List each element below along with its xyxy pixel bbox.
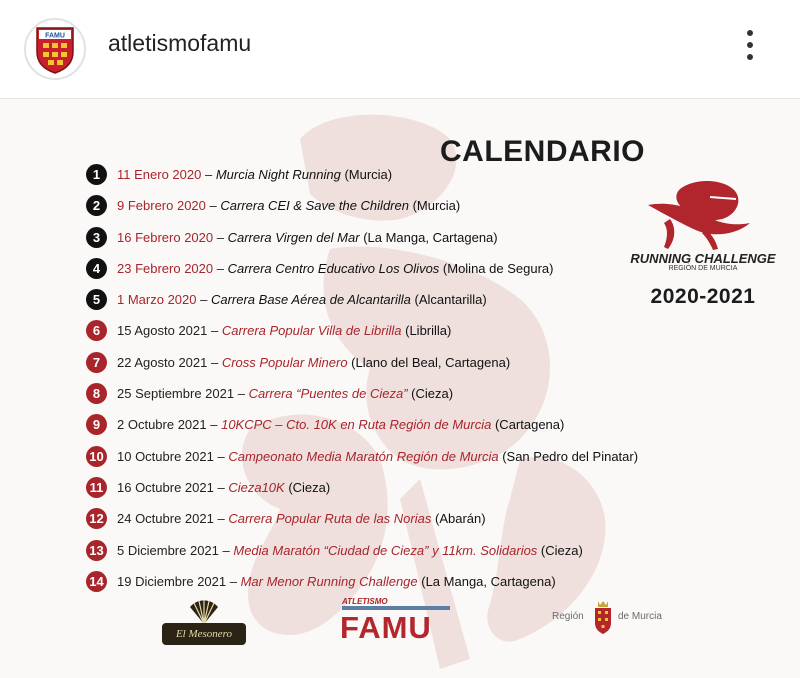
famu-shield-icon <box>34 26 76 74</box>
mesonero-label: El Mesonero <box>162 623 246 645</box>
event-item <box>86 350 736 381</box>
region-murcia-logo <box>552 599 672 649</box>
event-number: 14 <box>86 571 107 592</box>
murcia-crest-icon <box>592 599 614 635</box>
event-text: 5 Diciembre 2021 – Media Maratón “Ciudad de Cieza” y 11km. Solidarios (Cieza) <box>117 542 583 558</box>
event-item <box>86 193 736 224</box>
event-text: 11 Enero 2020 – Murcia Night Running (Murcia) <box>117 167 393 182</box>
event-number: 12 <box>86 508 107 529</box>
event-text: 16 Febrero 2020 – Carrera Virgen del Mar (La Manga, Cartagena) <box>117 229 498 245</box>
event-text: 10 Octubre 2021 – Campeonato Media Maratón Región de Murcia (San Pedro del Pinatar) <box>117 448 639 464</box>
famu-wordmark: FAMU <box>340 610 432 645</box>
event-number: 4 <box>86 258 107 279</box>
brand-region: REGIÓN DE MURCIA <box>668 265 738 272</box>
event-item <box>86 538 736 569</box>
event-item <box>86 444 736 475</box>
event-number: 9 <box>86 414 107 435</box>
region-label: Región <box>552 611 584 622</box>
event-text: 16 Octubre 2021 – Cieza10K (Cieza) <box>117 479 331 495</box>
event-number: 6 <box>86 320 107 341</box>
mesonero-logo <box>162 599 246 647</box>
fan-icon <box>188 599 220 625</box>
event-list <box>86 162 736 600</box>
event-item <box>86 412 736 443</box>
post-image <box>0 99 800 678</box>
sponsor-logos <box>0 589 800 659</box>
event-text: 1 Marzo 2020 – Carrera Base Aérea de Alcantarilla (Alcantarilla) <box>117 292 487 308</box>
event-number: 8 <box>86 383 107 404</box>
event-text: 2 Octubre 2021 – 10KCPC – Cto. 10K en Ruta Región de Murcia (Cartagena) <box>117 417 565 433</box>
event-number: 7 <box>86 352 107 373</box>
event-text: 23 Febrero 2020 – Carrera Centro Educativo Los Olivos (Molina de Segura) <box>117 260 554 276</box>
event-text: 19 Diciembre 2021 – Mar Menor Running Challenge (La Manga, Cartagena) <box>117 573 556 589</box>
brand-name: RUNNING CHALLENGE <box>630 251 776 266</box>
event-item <box>86 162 736 193</box>
event-number: 11 <box>86 477 107 498</box>
event-item <box>86 381 736 412</box>
event-number: 1 <box>86 164 107 185</box>
famu-logo <box>336 597 456 647</box>
calendar-title: CALENDARIO <box>440 135 645 168</box>
event-item <box>86 475 736 506</box>
season-label: 2020-2021 <box>650 285 756 308</box>
username[interactable]: atletismofamu <box>108 30 252 56</box>
famu-subtitle: ATLETISMO <box>342 597 388 606</box>
event-number: 5 <box>86 289 107 310</box>
event-text: 22 Agosto 2021 – Cross Popular Minero (Llano del Beal, Cartagena) <box>117 354 511 370</box>
event-text: 25 Septiembre 2021 – Carrera “Puentes de Cieza” (Cieza) <box>117 386 454 402</box>
event-number: 2 <box>86 195 107 216</box>
event-number: 3 <box>86 227 107 248</box>
event-item <box>86 256 736 287</box>
event-item <box>86 287 736 318</box>
event-text: 24 Octubre 2021 – Carrera Popular Ruta de las Norias (Abarán) <box>117 511 486 527</box>
event-item <box>86 318 736 349</box>
event-text: 15 Agosto 2021 – Carrera Popular Villa de Librilla (Librilla) <box>117 323 452 339</box>
profile-avatar[interactable] <box>24 18 86 80</box>
post-header <box>0 0 800 99</box>
svg-text:FAMU: FAMU <box>45 32 65 40</box>
event-number: 10 <box>86 446 107 467</box>
event-item <box>86 225 736 256</box>
event-item <box>86 506 736 537</box>
event-text: 9 Febrero 2020 – Carrera CEI & Save the Children (Murcia) <box>117 198 461 214</box>
event-number: 13 <box>86 540 107 561</box>
more-vertical-icon[interactable] <box>740 30 760 70</box>
region-name: de Murcia <box>618 611 662 622</box>
